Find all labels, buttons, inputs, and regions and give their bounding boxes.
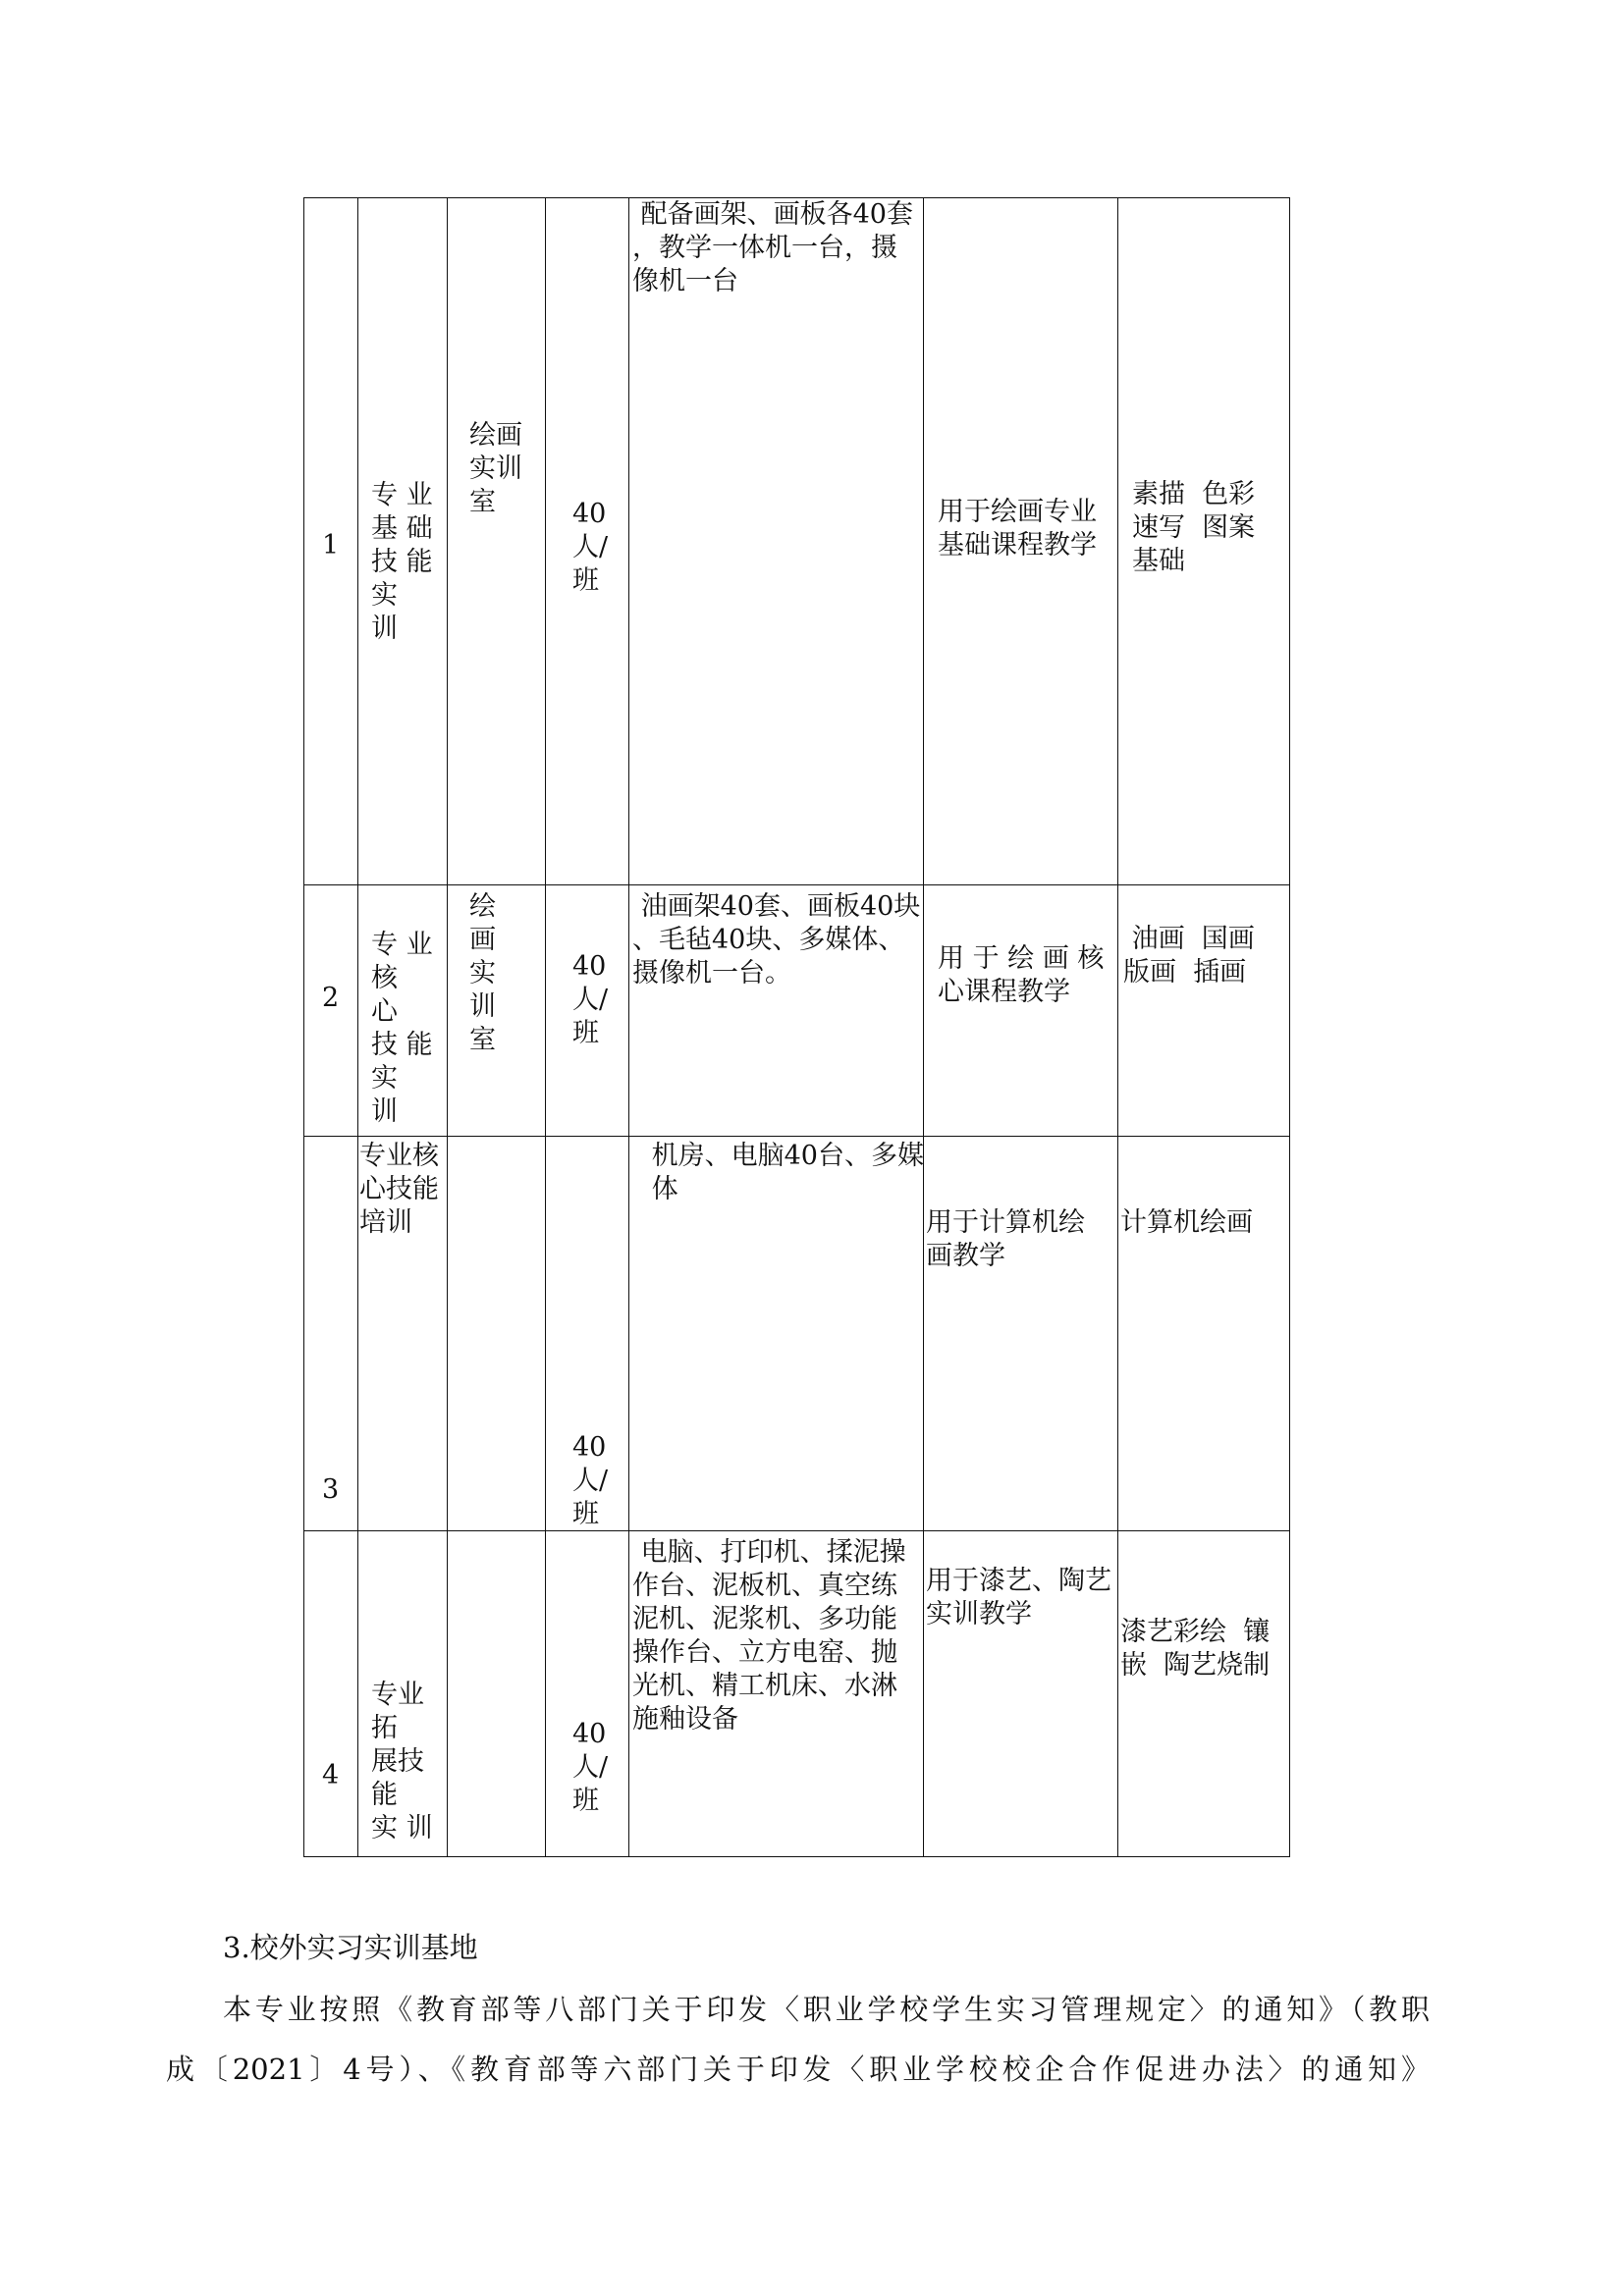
table-row: [304, 198, 1290, 885]
courses-text: 计算机绘画: [1120, 1207, 1253, 1238]
equipment-text: 配备画架、画板各40套 ，教学一体机一台，摄 像机一台: [632, 199, 913, 296]
capacity-text: 40 人/ 班: [572, 1719, 609, 1816]
courses-text: 漆艺彩绘 镶 嵌 陶艺烧制: [1120, 1617, 1271, 1681]
courses-cell: [1118, 198, 1290, 885]
paragraph-line-2: 成〔2021〕4号）、《教育部等六部门关于印发〈职业学校校企合作促进办法〉的通知》: [166, 2053, 1430, 2086]
purpose-cell: [924, 1531, 1118, 1857]
purpose-cell: [924, 885, 1118, 1137]
capacity-text: 40 人/ 班: [572, 951, 609, 1048]
purpose-text: 用 于 绘 画 核 心课程教学: [938, 943, 1105, 1007]
row-number-cell: [304, 1531, 358, 1857]
row-number: 3: [322, 1474, 340, 1505]
category-cell: [358, 198, 448, 885]
category-text: 专业核 心技能 培训: [359, 1141, 439, 1238]
table-row: [304, 1531, 1290, 1857]
courses-cell: [1118, 1137, 1290, 1531]
paragraph-line-1: 本专业按照《教育部等八部门关于印发〈职业学校学生实习管理规定〉的通知》（教职: [223, 1993, 1430, 2026]
equipment-cell: [629, 1137, 924, 1531]
row-number-cell: [304, 885, 358, 1137]
capacity-text: 40 人/ 班: [572, 1432, 609, 1529]
equipment-cell: [629, 885, 924, 1137]
row-number-cell: [304, 1137, 358, 1531]
category-text: 专 业 核 心 技 能 实 训: [371, 930, 433, 1127]
capacity-cell: [546, 885, 629, 1137]
room-text: 绘画 实训 室: [469, 420, 522, 517]
room-cell: [448, 1137, 546, 1531]
category-cell: [358, 885, 448, 1137]
section-heading: 3.校外实习实训基地: [223, 1931, 478, 1964]
table-row: [304, 885, 1290, 1137]
room-cell: [448, 885, 546, 1137]
category-text: 专 业 基 础 技 能 实 训: [371, 480, 433, 644]
courses-cell: [1118, 1531, 1290, 1857]
equipment-text: 油画架40套、画板40块 、毛毡40块、多媒体、 摄像机一台。: [632, 891, 921, 988]
courses-text: 素描 色彩 速写 图案 基础: [1132, 479, 1256, 576]
row-number: 2: [322, 983, 340, 1013]
row-number: 1: [322, 530, 340, 561]
row-number-cell: [304, 198, 358, 885]
equipment-text: 电脑、打印机、揉泥操 作台、泥板机、真空练 泥机、泥浆机、多功能 操作台、立方电窑、抛 光机、精工机床、水淋 施釉设备: [632, 1537, 906, 1735]
capacity-cell: [546, 198, 629, 885]
purpose-cell: [924, 1137, 1118, 1531]
category-cell: [358, 1137, 448, 1531]
training-room-table: [303, 197, 1290, 1857]
purpose-text: 用于计算机绘 画教学: [926, 1207, 1085, 1271]
purpose-cell: [924, 198, 1118, 885]
room-cell: [448, 198, 546, 885]
equipment-cell: [629, 198, 924, 885]
room-cell: [448, 1531, 546, 1857]
capacity-text: 40 人/ 班: [572, 499, 609, 596]
row-number: 4: [322, 1760, 340, 1790]
capacity-cell: [546, 1531, 629, 1857]
equipment-cell: [629, 1531, 924, 1857]
courses-cell: [1118, 885, 1290, 1137]
purpose-text: 用于漆艺、陶艺 实训教学: [926, 1566, 1111, 1629]
category-cell: [358, 1531, 448, 1857]
room-text: 绘 画 实 训 室: [469, 891, 496, 1055]
category-text: 专业 拓 展技 能 实 训: [371, 1680, 433, 1843]
courses-text: 油画 国画 版画 插画: [1123, 924, 1255, 988]
equipment-text: 机房、电脑40台、多媒 体: [651, 1141, 924, 1204]
purpose-text: 用于绘画专业 基础课程教学: [938, 497, 1097, 561]
capacity-cell: [546, 1137, 629, 1531]
table-row: [304, 1137, 1290, 1531]
